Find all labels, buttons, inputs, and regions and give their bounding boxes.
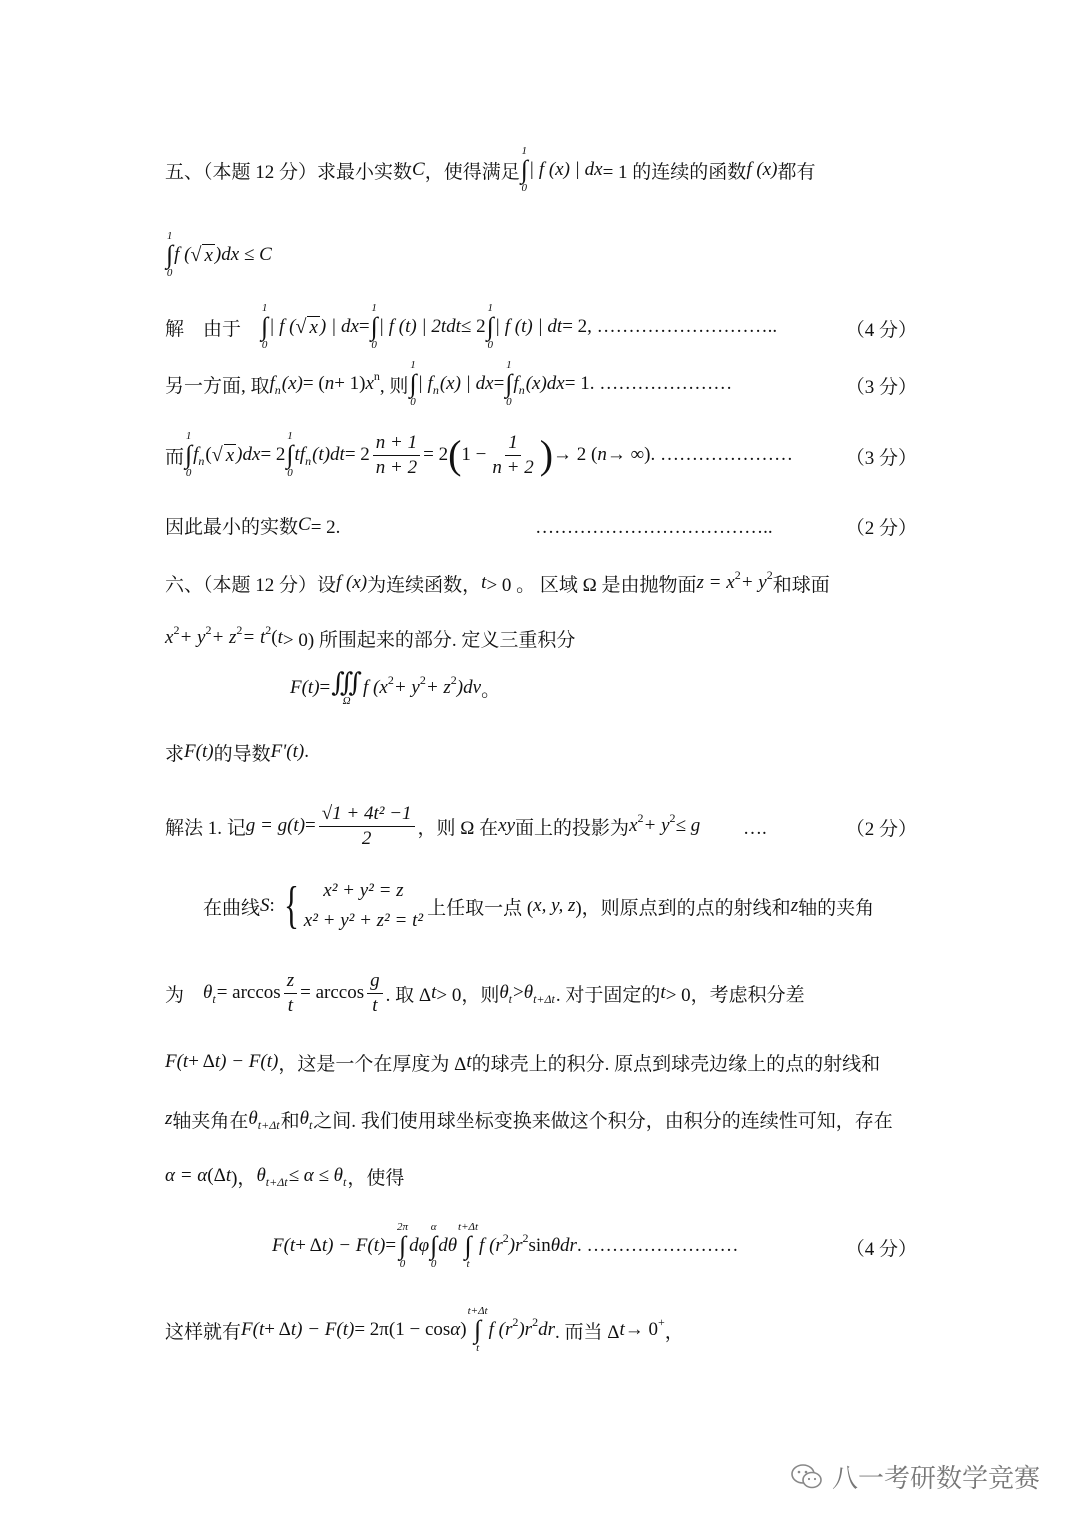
- text-line: [165, 1300, 684, 1360]
- math-segment: ≤ α ≤ θ: [288, 1165, 344, 1186]
- text-segment: = (: [302, 373, 325, 394]
- text-segment: 都有: [777, 161, 816, 183]
- math-segment: α = α: [165, 1165, 208, 1186]
- integral-sign: ∫: [464, 1231, 472, 1260]
- text-segment: 面上的投影为: [515, 817, 630, 839]
- text-segment: 1 −: [461, 444, 487, 465]
- integral: [458, 1222, 478, 1270]
- math-segment: | f (t) | dt: [494, 316, 563, 337]
- text-segment: + Δ: [188, 1051, 215, 1072]
- denominator: 2: [361, 827, 372, 849]
- math-segment: θ: [256, 1165, 266, 1186]
- integral: [331, 667, 363, 707]
- math-segment: g = g(t): [245, 815, 306, 836]
- math-segment: (x)dx: [525, 373, 565, 394]
- integral: [166, 231, 173, 279]
- upper-limit: t+Δt: [458, 1221, 479, 1233]
- integral-sign: ∫: [505, 369, 513, 398]
- integral-sign: ∫: [474, 1315, 482, 1344]
- equation: x² + y² = z: [323, 880, 404, 901]
- math-segment: x, y, z: [533, 895, 576, 916]
- math-segment: t: [225, 1165, 232, 1186]
- math-segment: F(t): [184, 741, 214, 762]
- text-segment: 和球面: [772, 574, 830, 596]
- math-segment: ) | dx: [319, 316, 359, 337]
- square-root: [295, 316, 319, 339]
- text-segment: 和: [280, 1110, 300, 1132]
- text-segment: ): [460, 1319, 467, 1340]
- text-segment: = 2, ………………………..: [562, 316, 778, 337]
- wechat-icon: [790, 1463, 824, 1491]
- text-line: [165, 1089, 893, 1149]
- math-segment: θdr: [550, 1235, 577, 1256]
- subscript: t: [212, 991, 216, 1006]
- lower-limit: 0: [430, 1258, 437, 1270]
- text-segment: . 而当 Δ: [554, 1321, 620, 1343]
- lower-limit: 0: [399, 1258, 406, 1270]
- text-segment: → ∞). …………………: [606, 444, 793, 465]
- text-segment: 为: [165, 984, 204, 1006]
- subscript: n: [305, 453, 312, 468]
- text-segment: )，: [231, 1167, 257, 1189]
- subscript: n: [432, 382, 439, 397]
- text-segment: =: [385, 1235, 397, 1256]
- integral: [505, 360, 512, 408]
- subscript: n: [198, 453, 205, 468]
- math-segment: | f: [417, 373, 433, 394]
- superscript: 2: [502, 1230, 509, 1245]
- text-segment: 六、（本题 12 分）设: [165, 574, 337, 596]
- math-segment: | f (t) | 2tdt: [378, 316, 461, 337]
- text-segment: =: [358, 316, 370, 337]
- text-segment: )，则原点到的点的射线和: [575, 897, 791, 919]
- math-segment: tf: [294, 444, 306, 465]
- math-segment: z: [790, 895, 799, 916]
- radical-sign: √: [211, 443, 223, 466]
- math-segment: t) − F(t): [214, 1051, 279, 1072]
- math-segment: f (x): [746, 159, 778, 180]
- integral-sign: ∫: [486, 312, 494, 341]
- square-root: [190, 244, 214, 267]
- math-segment: S: [260, 895, 270, 916]
- integral: [468, 1306, 488, 1354]
- superscript: 2: [512, 1314, 519, 1329]
- text-segment: = 1 的连续的函数: [602, 161, 747, 183]
- text-segment: sin: [528, 1235, 551, 1256]
- math-segment: + y: [643, 815, 670, 836]
- equation: x² + y² + z² = t²: [303, 910, 424, 931]
- superscript: 2: [637, 810, 644, 825]
- text-segment: → 2 (: [553, 444, 598, 465]
- text-segment: ≤ 2: [460, 316, 486, 337]
- superscript: n: [373, 368, 380, 383]
- lower-limit: 0: [521, 182, 528, 194]
- math-segment: )dx ≤ C: [214, 244, 272, 265]
- math-segment: | f (x) | dx: [528, 159, 603, 180]
- math-segment: + y: [179, 627, 206, 648]
- text-segment: 在曲线: [203, 897, 261, 919]
- math-segment: t: [466, 1051, 472, 1072]
- text-segment: = arccos: [300, 982, 365, 1003]
- math-segment: n: [597, 444, 607, 465]
- superscript: 2: [766, 567, 773, 582]
- text-segment: > 0，则: [436, 984, 500, 1006]
- math-segment: t: [431, 982, 437, 1003]
- subscript: t+Δt: [533, 991, 555, 1006]
- math-segment: + y: [393, 677, 420, 698]
- text-line: [165, 297, 777, 357]
- text-segment: . 取 Δ: [385, 984, 432, 1006]
- subscript: t+Δt: [257, 1117, 280, 1132]
- lower-limit: 0: [487, 339, 493, 351]
- subscript: n: [518, 382, 525, 397]
- lower-limit: t: [466, 1258, 470, 1270]
- math-segment: F(t: [165, 1051, 189, 1072]
- text-line: [165, 963, 805, 1023]
- math-segment: )r: [518, 1319, 533, 1340]
- fraction: [489, 431, 536, 480]
- score-label: （4 分）: [845, 1239, 917, 1260]
- math-segment: )dx: [236, 444, 261, 465]
- math-segment: α: [450, 1319, 461, 1340]
- math-segment: (x): [281, 373, 303, 394]
- numerator: 1: [505, 431, 521, 456]
- radicand: x: [225, 444, 235, 466]
- integral: [409, 360, 416, 408]
- math-segment: (x) | dx: [439, 373, 494, 394]
- superscript: 2: [236, 622, 243, 637]
- text-segment: ，则 Ω 在: [417, 817, 499, 839]
- math-segment: t: [660, 982, 666, 1003]
- math-segment: (t)dt: [312, 444, 345, 465]
- text-segment: ，: [664, 1321, 684, 1343]
- text-segment: .: [304, 741, 309, 762]
- denominator: t: [287, 994, 294, 1016]
- math-segment: F(t): [290, 677, 320, 698]
- text-segment: = 2: [344, 444, 370, 465]
- math-segment: t: [481, 572, 487, 593]
- text-segment: = 2. ………………………………..: [310, 516, 773, 538]
- text-segment: =: [305, 815, 316, 836]
- denominator: t: [372, 994, 378, 1016]
- fraction: [284, 969, 297, 1018]
- subscript: n: [274, 382, 281, 397]
- text-segment: = arccos: [216, 982, 281, 1003]
- text-segment: (: [271, 627, 278, 648]
- radicand: x: [309, 316, 318, 338]
- math-segment: C: [412, 159, 425, 180]
- text-segment: + Δ: [264, 1319, 291, 1340]
- math-segment: θ: [248, 1108, 258, 1129]
- lower-limit: 0: [261, 339, 268, 351]
- upper-limit: α: [430, 1221, 437, 1233]
- denominator: n + 2: [375, 456, 418, 478]
- math-segment: f: [193, 444, 199, 465]
- numerator: n + 1: [373, 431, 420, 456]
- math-segment: )r: [508, 1235, 523, 1256]
- integral-sign: ∫: [398, 1231, 407, 1260]
- text-segment: 轴夹角在: [172, 1110, 249, 1132]
- text-segment: ，这是一个在厚度为 Δ: [278, 1053, 467, 1075]
- lower-limit: Ω: [342, 694, 351, 707]
- upper-limit: 1: [185, 430, 192, 442]
- math-segment: = t: [242, 627, 266, 648]
- math-segment: z = x: [696, 572, 735, 593]
- math-segment: F(t: [272, 1235, 296, 1256]
- math-segment: f: [269, 373, 275, 394]
- fraction: [367, 969, 383, 1018]
- superscript: 2: [265, 622, 272, 637]
- subscript: t: [308, 1117, 313, 1132]
- radical-sign: √: [190, 243, 202, 266]
- integral-sign: ∭: [331, 667, 363, 697]
- numerator: z: [284, 969, 297, 994]
- text-segment: 这样就有: [165, 1321, 242, 1343]
- math-segment: θ: [499, 982, 509, 1003]
- integral-sign: ∫: [185, 440, 193, 469]
- math-segment: f (: [174, 244, 191, 265]
- score-label: （2 分）: [845, 518, 917, 539]
- text-segment: + 1): [334, 373, 366, 394]
- integral-sign: ∫: [286, 440, 294, 469]
- text-line: [165, 553, 830, 613]
- upper-limit: 1: [261, 302, 268, 314]
- integral: [521, 146, 528, 194]
- text-segment: 之间. 我们使用球坐标变换来做这个积分，由积分的连续性可知，存在: [313, 1110, 893, 1132]
- upper-limit: 1: [166, 230, 173, 242]
- text-segment: . ……………………: [576, 1235, 739, 1256]
- numerator: √1 + 4t² −1: [319, 802, 415, 827]
- text-segment: > 0 。 区域 Ω 是由抛物面: [486, 574, 697, 596]
- math-segment: dθ: [438, 1235, 458, 1256]
- math-segment: C: [298, 514, 311, 535]
- text-segment: = 1. …………………: [564, 373, 733, 394]
- math-segment: z: [165, 1108, 173, 1129]
- upper-limit: 1: [410, 359, 416, 371]
- text-segment: 。: [481, 679, 501, 701]
- square-root: [212, 444, 236, 467]
- text-segment: 而: [165, 446, 185, 468]
- math-segment: θ: [523, 982, 534, 1003]
- text-segment: 轴的夹角: [798, 897, 875, 919]
- integral-sign: ∫: [409, 369, 417, 398]
- math-segment: x: [165, 627, 174, 648]
- text-segment: ，使得: [347, 1167, 405, 1189]
- text-line: [165, 1032, 880, 1092]
- integral-sign: ∫: [520, 155, 528, 184]
- lower-limit: 0: [410, 396, 416, 408]
- text-line: [165, 140, 815, 200]
- text-line: [165, 796, 767, 856]
- text-segment: (: [205, 444, 212, 465]
- superscript: 2: [532, 1314, 539, 1329]
- text-segment: =: [319, 677, 331, 698]
- text-segment: 另一方面, 取: [165, 375, 270, 397]
- integral-sign: ∫: [370, 312, 378, 341]
- superscript: 2: [173, 622, 180, 637]
- math-segment: ≤ g: [675, 815, 701, 836]
- math-segment: t: [277, 627, 283, 648]
- text-line: [272, 1216, 738, 1276]
- watermark: [790, 1458, 1040, 1495]
- text-segment: 解 由于: [165, 318, 261, 340]
- text-segment: 的球壳上的积分. 原点到球壳边缘上的点的射线和: [471, 1053, 881, 1075]
- math-segment: f (x): [336, 572, 368, 593]
- text-segment: → 0: [624, 1319, 658, 1340]
- integral: [261, 303, 268, 351]
- text-segment: = 2π(1 − cos: [354, 1319, 451, 1340]
- watermark-text: 八一考研数学竞赛: [832, 1464, 1041, 1493]
- equation-system: [279, 876, 423, 936]
- integral: [286, 431, 293, 479]
- subscript: t+Δt: [265, 1174, 288, 1189]
- math-segment: t) − F(t): [321, 1235, 386, 1256]
- denominator: n + 2: [492, 456, 534, 478]
- integral: [371, 303, 378, 351]
- superscript: 2: [522, 1230, 529, 1245]
- superscript: +: [657, 1314, 665, 1329]
- superscript: 2: [419, 672, 426, 687]
- subscript: t: [343, 1174, 347, 1189]
- math-segment: t) − F(t): [290, 1319, 355, 1340]
- numerator: g: [367, 969, 383, 994]
- lower-limit: t: [476, 1342, 480, 1354]
- math-segment: + y: [740, 572, 767, 593]
- superscript: 2: [205, 622, 212, 637]
- lower-limit: 0: [185, 467, 192, 479]
- brace: {: [283, 877, 299, 934]
- integral: [397, 1222, 408, 1270]
- math-segment: f (r: [479, 1235, 503, 1256]
- integral-sign: ∫: [166, 240, 174, 269]
- math-segment: n: [324, 373, 335, 394]
- subscript: t: [508, 991, 513, 1006]
- lower-limit: 0: [166, 267, 173, 279]
- text-line: [165, 425, 793, 485]
- lower-limit: 0: [287, 467, 293, 479]
- integral-sign: ∫: [261, 312, 269, 341]
- upper-limit: 1: [287, 430, 293, 442]
- text-segment: 为连续函数，: [367, 574, 482, 596]
- text-segment: = 2: [260, 444, 286, 465]
- text-segment: 解法 1. 记: [165, 817, 246, 839]
- radical-sign: √: [295, 315, 307, 338]
- upper-limit: 1: [371, 302, 377, 314]
- radicand: x: [204, 244, 213, 266]
- lower-limit: 0: [506, 396, 512, 408]
- system-rows: [304, 876, 423, 936]
- text-segment: 五、（本题 12 分）求最小实数: [165, 161, 413, 183]
- text-segment: =: [493, 373, 505, 394]
- integral: [430, 1222, 437, 1270]
- text-line: [165, 495, 773, 555]
- superscript: 2: [734, 567, 741, 582]
- text-segment: > 0，考虑积分差: [665, 984, 805, 1006]
- text-segment: 求: [165, 743, 185, 765]
- math-segment: + z: [425, 677, 451, 698]
- upper-limit: t+Δt: [467, 1305, 488, 1317]
- fraction: [319, 802, 415, 851]
- math-segment: xy: [498, 815, 516, 836]
- math-segment: x: [629, 815, 638, 836]
- math-segment: + z: [211, 627, 237, 648]
- text-line: [290, 658, 500, 718]
- lower-limit: 0: [371, 339, 377, 351]
- big-paren: (: [448, 432, 462, 477]
- math-segment: | f (: [269, 316, 296, 337]
- math-segment: F'(t): [270, 741, 305, 762]
- text-line: [165, 722, 309, 782]
- upper-limit: 2π: [397, 1221, 409, 1233]
- text-segment: 上任取一点 (: [427, 897, 534, 919]
- math-segment: dr: [538, 1319, 555, 1340]
- text-segment: . 对于固定的: [555, 984, 661, 1006]
- text-segment: (Δ: [207, 1165, 226, 1186]
- text-segment: + Δ: [295, 1235, 322, 1256]
- text-line: [165, 1146, 404, 1206]
- math-segment: θ: [203, 982, 213, 1003]
- math-segment: dφ: [409, 1235, 430, 1256]
- text-segment: >: [513, 982, 524, 1003]
- text-segment: , 则: [379, 375, 409, 397]
- math-segment: f: [513, 373, 519, 394]
- math-segment: x: [365, 373, 374, 394]
- text-segment: ，使得满足: [424, 161, 520, 183]
- math-segment: f (r: [488, 1319, 513, 1340]
- math-segment: )dv: [456, 677, 482, 698]
- superscript: 2: [387, 672, 394, 687]
- math-segment: t: [619, 1319, 625, 1340]
- upper-limit: 1: [506, 359, 512, 371]
- fraction: [373, 431, 420, 480]
- superscript: 2: [669, 810, 676, 825]
- text-segment: ….: [700, 817, 767, 839]
- text-line: [165, 354, 732, 414]
- text-line: [203, 876, 874, 936]
- math-segment: θ: [299, 1108, 309, 1129]
- math-segment: f (x: [363, 677, 388, 698]
- score-label: （3 分）: [845, 448, 917, 469]
- text-segment: :: [269, 895, 275, 916]
- text-segment: = 2: [423, 444, 449, 465]
- integral: [185, 431, 192, 479]
- score-label: （3 分）: [845, 377, 917, 398]
- upper-limit: 1: [521, 145, 528, 157]
- superscript: 2: [450, 672, 457, 687]
- integral: [487, 303, 494, 351]
- text-line: [165, 225, 272, 285]
- score-label: （2 分）: [845, 819, 917, 840]
- text-segment: 的导数: [213, 743, 271, 765]
- big-paren: ): [539, 432, 554, 477]
- text-segment: > 0) 所围起来的部分. 定义三重积分: [282, 629, 576, 651]
- score-label: （4 分）: [845, 320, 917, 341]
- text-segment: 因此最小的实数: [165, 516, 299, 538]
- integral-sign: ∫: [430, 1231, 438, 1260]
- upper-limit: 1: [487, 302, 493, 314]
- math-segment: F(t: [241, 1319, 265, 1340]
